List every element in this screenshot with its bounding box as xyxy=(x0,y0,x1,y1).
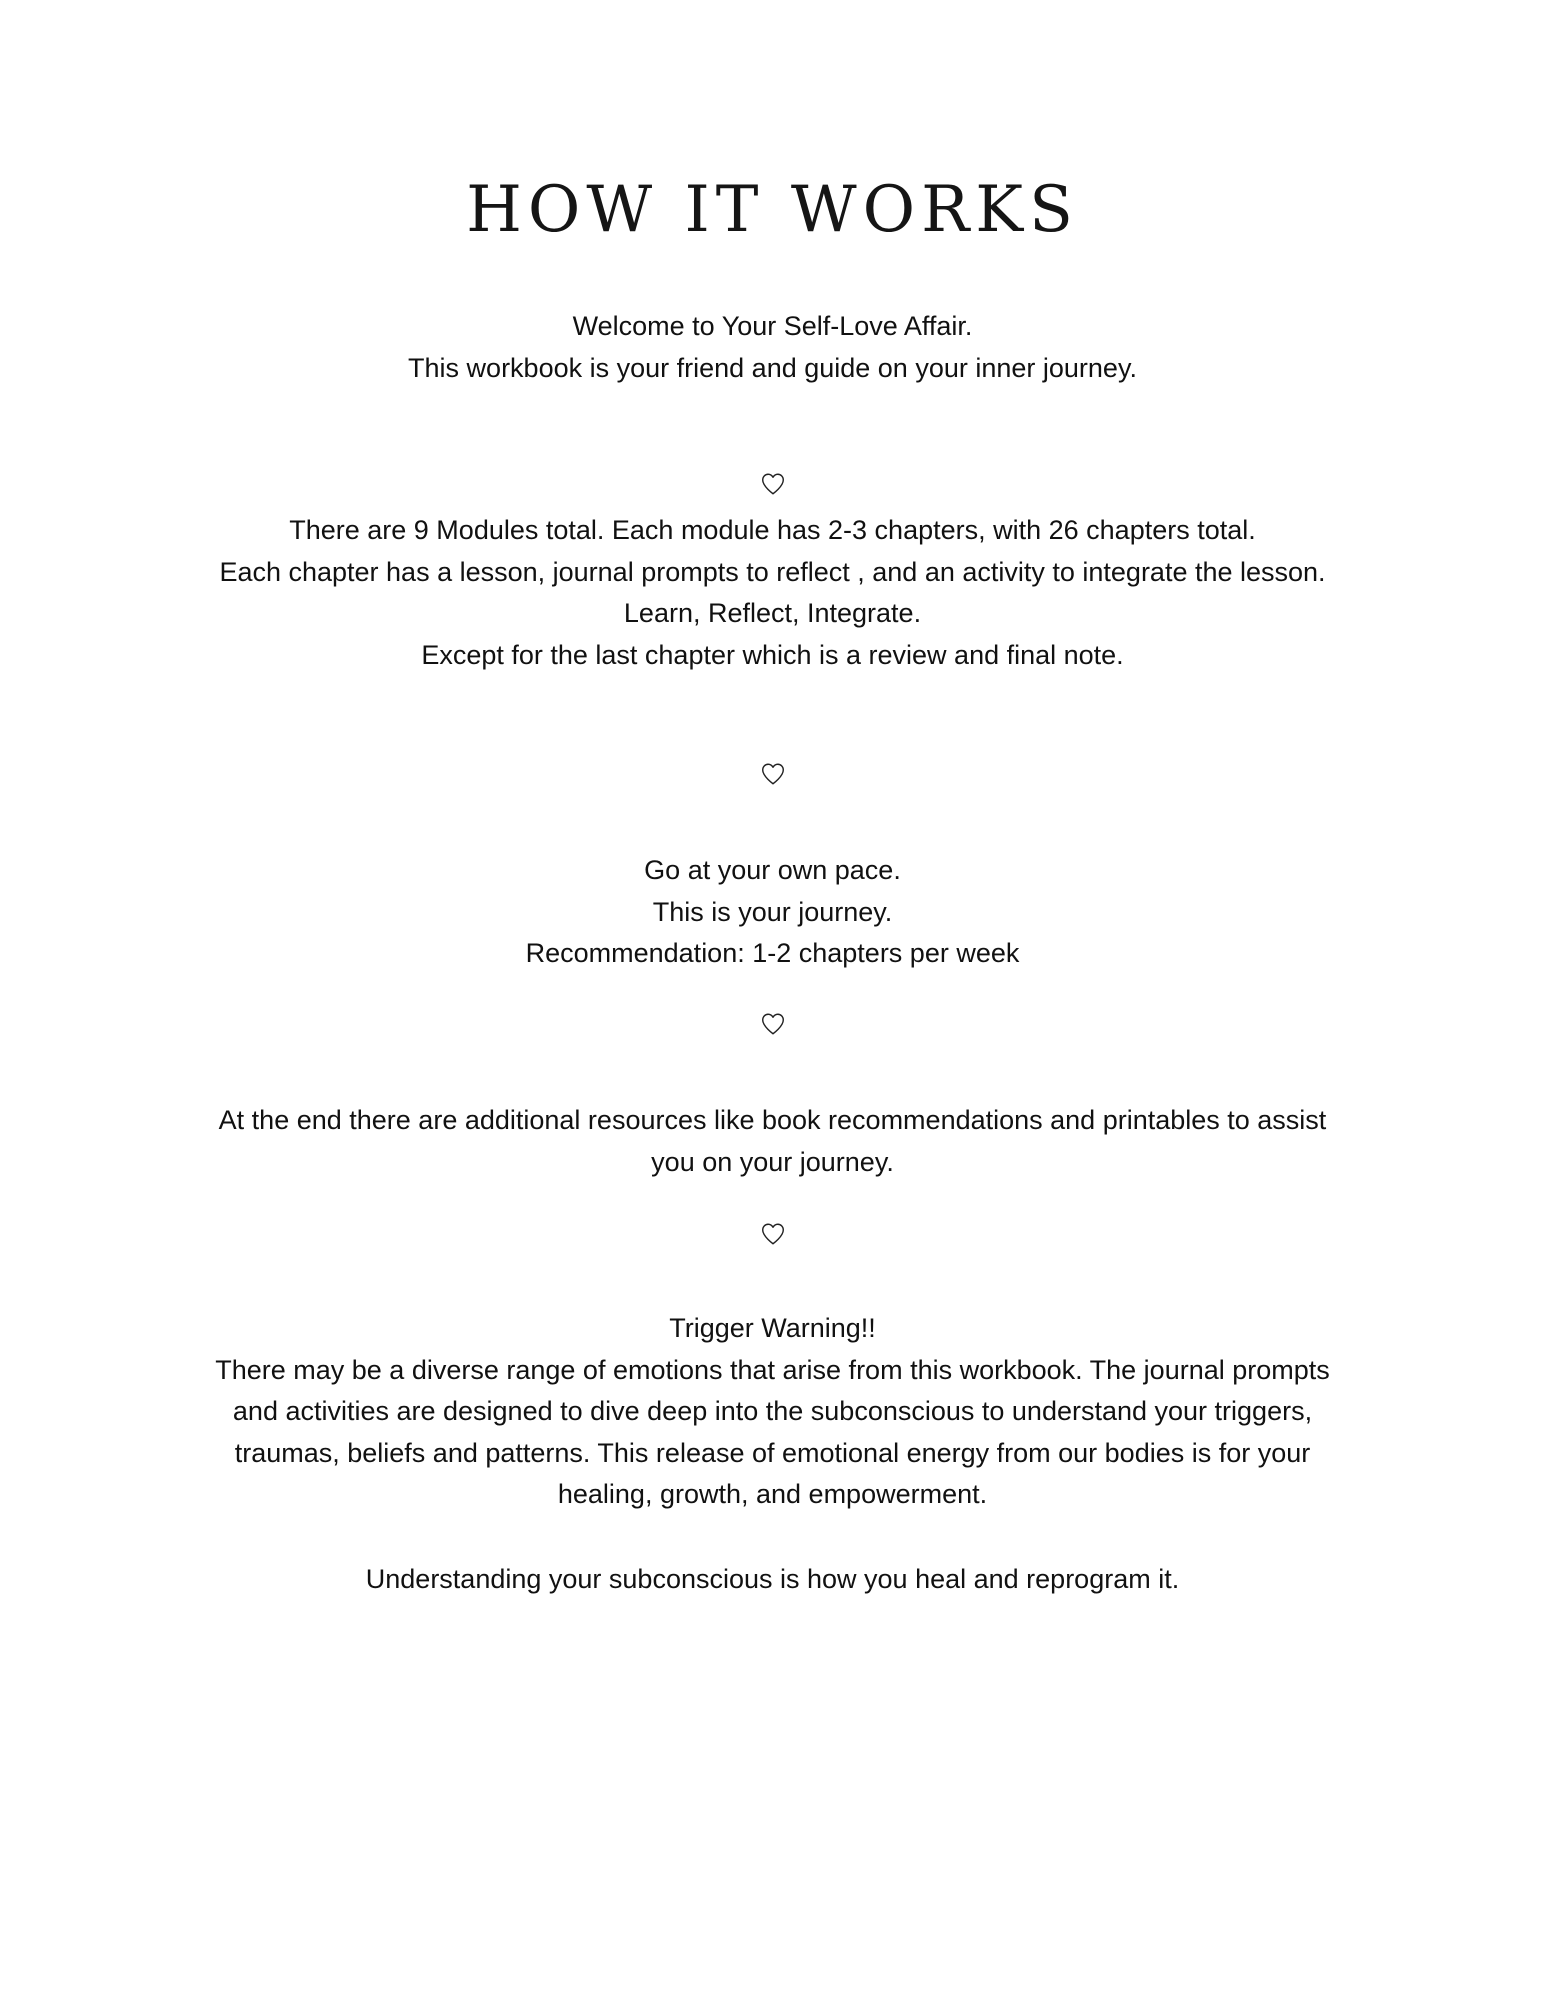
heart-divider-3 xyxy=(0,1011,1545,1043)
pace-section xyxy=(0,850,1545,975)
intro-section xyxy=(0,306,1545,389)
closing-text: Understanding your subconscious is how you heal and reprogram it. xyxy=(365,1564,1180,1594)
heart-outline-icon xyxy=(760,471,786,497)
trigger-heading: Trigger Warning!! xyxy=(669,1313,876,1343)
resources-text: At the end there are additional resources like book recommendations and printables to assist you on your journey. xyxy=(218,1105,1327,1177)
heart-divider-2 xyxy=(0,761,1545,793)
closing-section xyxy=(0,1559,1545,1601)
heart-divider-1 xyxy=(0,471,1545,503)
modules-section xyxy=(0,510,1545,676)
modules-line-motto: Learn, Reflect, Integrate. xyxy=(623,598,922,628)
pace-line-recommendation: Recommendation: 1-2 chapters per week xyxy=(525,938,1020,968)
modules-line-exception: Except for the last chapter which is a review and final note. xyxy=(421,639,1124,670)
resources-section xyxy=(0,1100,1545,1183)
modules-line-count: There are 9 Modules total. Each module has 2-3 chapters, with 26 chapters total. xyxy=(289,515,1256,545)
modules-line-structure: Each chapter has a lesson, journal prompts to reflect , and an activity to integrate the lesson. xyxy=(219,556,1326,587)
heart-outline-icon xyxy=(760,1011,786,1037)
heart-outline-icon xyxy=(760,761,786,787)
pace-line-own-pace: Go at your own pace. xyxy=(644,855,901,885)
trigger-text: There may be a diverse range of emotions that arise from this workbook. The journal prompts and activities are designed to dive deep into the subconscious to understand your triggers, traumas, beliefs and patterns. This release of emotional energy from our bodies is for your healing, growth, and empowerment. xyxy=(215,1354,1330,1509)
heart-divider-4 xyxy=(0,1221,1545,1253)
heart-outline-icon xyxy=(760,1221,786,1247)
pace-line-journey: This is your journey. xyxy=(652,896,893,927)
intro-line-welcome: Welcome to Your Self-Love Affair. xyxy=(572,311,973,341)
page-title: HOW IT WORKS xyxy=(466,173,1079,247)
intro-line-guide: This workbook is your friend and guide on your inner journey. xyxy=(408,352,1137,383)
trigger-section xyxy=(0,1308,1545,1516)
